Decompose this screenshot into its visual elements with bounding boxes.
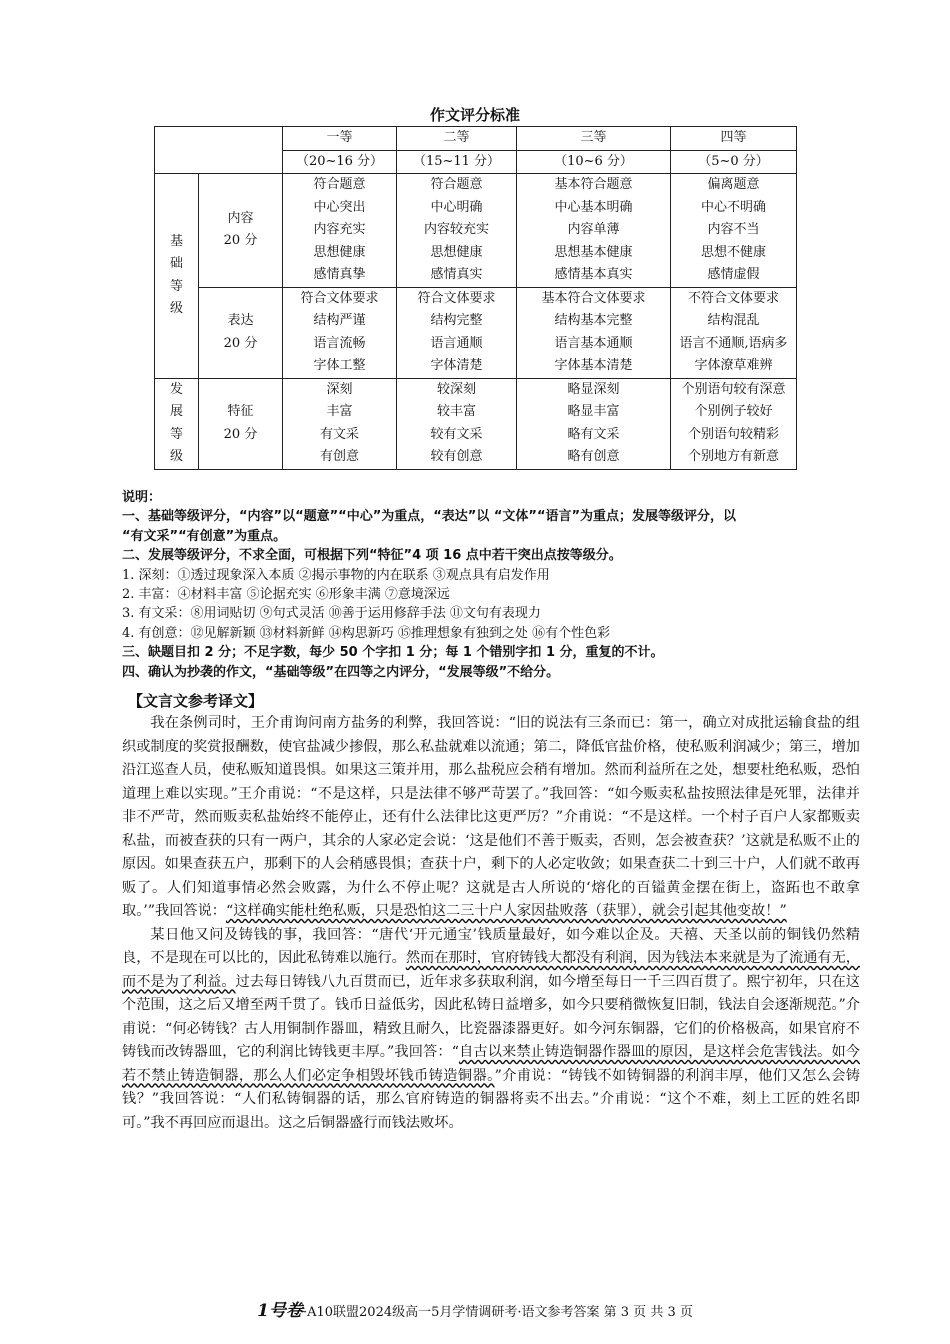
note-item-2: 2. 丰富：④材料丰富 ⑤论据充实 ⑥形象丰满 ⑦意境深远 bbox=[122, 587, 450, 603]
brand-logo: 1号卷 bbox=[257, 1301, 303, 1321]
content-label: 内容 20 分 bbox=[199, 174, 283, 288]
note-2: 二、发展等级评分，不求全面，可根据下列“特征”4 项 16 点中若干突出点按等级分。 bbox=[122, 548, 622, 564]
content-cell: 偏离题意 中心不明确 内容不当 思想不健康 感情虚假 bbox=[671, 174, 797, 288]
translation-paragraph-2: 某日他又问及铸钱的事，我回答：“唐代‘开元通宝’钱质量最好，如今难以企及。天禧、天圣以前的铜钱仍然精良，不是现在可以比的，因此私铸难以施行。然而在那时，官府铸钱大都没有利润，因为钱法本来就是为了流通有无，而不是为了利益。过去每日铸钱八九百贯而已，近年求多获取利润，如今增至每日一千三四百贯了。熙宁初年，只在这个范围，这之后又增至两千贯了。钱币日益低劣，因此私铸日益增多，如今只要稍微恢复旧制，钱法自会逐渐规范。”介甫说：“何必铸钱？古人用铜制作器皿，精致且耐久，比瓷器漆器更好。如今河东铜器，它们的价格极高，如果官府不铸钱而改铸器皿，它的利润比铸钱更丰厚。”我回答：“自古以来禁止铸造铜器作器皿的原因，是这样会危害钱法。如今若不禁止铸造铜器，那么人们必定争相毁坏钱币铸造铜器。”介甫说：“铸钱不如铸铜器的利润丰厚，他们又怎么会铸钱？”我回答说：“人们私铸铜器的话，那么官府铸造的铜器将卖不出去。”介甫说：“这个不难，刻上工匠的姓名即可。”我不再回应而退出。这之后铜器盛行而钱法败坏。 bbox=[122, 926, 860, 1131]
expression-cell: 符合文体要求 结构完整 语言通顺 字体清楚 bbox=[397, 287, 517, 378]
grading-table bbox=[154, 126, 797, 470]
note-item-3: 3. 有文采：⑧用词贴切 ⑨句式灵活 ⑩善于运用修辞手法 ⑪文句有表现力 bbox=[122, 606, 541, 622]
translation-title: 【文言文参考译文】 bbox=[128, 692, 264, 710]
page-footer bbox=[0, 1296, 950, 1321]
expression-cell: 不符合文体要求 结构混乱 语言不通顺,语病多 字体潦草难辨 bbox=[671, 287, 797, 378]
grade-range: （15~11 分） bbox=[397, 150, 517, 174]
content-cell: 符合题意 中心突出 内容充实 思想健康 感情真挚 bbox=[283, 174, 397, 288]
feature-cell: 略显深刻 略显丰富 略有文采 略有创意 bbox=[517, 378, 671, 469]
note-item-1: 1. 深刻：①透过现象深入本质 ②揭示事物的内在联系 ③观点具有启发作用 bbox=[122, 567, 550, 583]
grade-name: 四等 bbox=[671, 127, 797, 151]
feature-cell: 个别语句较有深意 个别例子较好 个别语句较精彩 个别地方有新意 bbox=[671, 378, 797, 469]
underlined-sentence: “这样确实能杜绝私贩，只是恐怕这二三十户人家因盐败落（获罪），就会引起其他变故！” bbox=[225, 903, 787, 919]
expression-row bbox=[155, 287, 797, 378]
note-item-4: 4. 有创意：⑫见解新颖 ⑬材料新鲜 ⑭构思新巧 ⑮推理想象有独到之处 ⑯有个性色彩 bbox=[122, 625, 611, 641]
content-cell: 基本符合题意 中心基本明确 内容单薄 思想基本健康 感情基本真实 bbox=[517, 174, 671, 288]
translation-paragraph-1: 我在条例司时，王介甫询问南方盐务的利弊，我回答说：“旧的说法有三条而已：第一，确立对成批运输食盐的组织或制度的奖赏报酬数，使官盐减少掺假，那么私盐就难以流通；第二，降低官盐价格，使私贩利润减少；第三，增加沿江巡查人员，使私贩知道畏惧。如果这三策并用，那么盐税应会稍有增加。然而利益所在之处，想要杜绝私贩，恐怕道理上难以实现。”王介甫说：“不是这样，只是法律不够严苛罢了。”我回答：“如今贩卖私盐按照法律是死罪，法律并非不严苛，然而贩卖私盐始终不能停止，还有什么法律比这更严厉？”介甫说：“不是这样。一个村子百户人家都贩卖私盐，而被查获的只有一两户，其余的人家必定会说：‘这是他们不善于贩卖，否则，怎会被查获？’这就是私贩不止的原因。如果查获五户，那剩下的人会稍感畏惧；查获十户，剩下的人必定收敛；如果查获二十到三十户，人们就不敢再贩了。人们知道事情必然会败露，为什么不停止呢？这就是古人所说的‘熔化的百镒黄金摆在街上，盗跖也不敢拿取。’”我回答说：“这样确实能杜绝私贩，只是恐怕这二三十户人家因盐败落（获罪），就会引起其他变故！” bbox=[122, 715, 860, 919]
note-3: 三、缺题目扣 2 分；不足字数，每少 50 个字扣 1 分；每 1 个错别字扣 1 分，重复的不计。 bbox=[122, 645, 664, 661]
grade-header-row bbox=[155, 127, 797, 151]
grade-name: 三等 bbox=[517, 127, 671, 151]
content-row bbox=[155, 174, 797, 288]
feature-row bbox=[155, 378, 797, 469]
footer-text: ·A10联盟2024级高一5月学情调研考·语文参考答案 第 3 页 共 3 页 bbox=[302, 1305, 693, 1320]
expression-cell: 基本符合文体要求 结构基本完整 语言基本通顺 字体基本清楚 bbox=[517, 287, 671, 378]
notes-section bbox=[122, 488, 862, 682]
grade-range: （10~6 分） bbox=[517, 150, 671, 174]
feature-cell: 深刻 丰富 有文采 有创意 bbox=[283, 378, 397, 469]
feature-label: 特征 20 分 bbox=[199, 378, 283, 469]
expression-label: 表达 20 分 bbox=[199, 287, 283, 378]
translation-body bbox=[122, 712, 860, 1135]
expression-cell: 符合文体要求 结构严谨 语言流畅 字体工整 bbox=[283, 287, 397, 378]
grade-name: 一等 bbox=[283, 127, 397, 151]
basic-level-label: 基 础 等 级 bbox=[155, 174, 199, 379]
notes-heading: 说明： bbox=[122, 490, 162, 505]
underlined-sentence: 自古以来禁止铸造铜器作器皿的原因，是这样会危害钱法。如今若不禁止铸造铜器，那么人们必定争相毁坏钱币铸造铜器。 bbox=[122, 1044, 860, 1084]
table-title: 作文评分标准 bbox=[429, 106, 520, 124]
dev-level-label: 发 展 等 级 bbox=[155, 378, 199, 469]
grade-name: 二等 bbox=[397, 127, 517, 151]
underlined-sentence: 然而在那时，官府铸钱大都没有利润，因为钱法本来就是为了流通有无，而不是为了利益。 bbox=[122, 950, 860, 990]
grade-range: （20~16 分） bbox=[283, 150, 397, 174]
grade-range: （5~0 分） bbox=[671, 150, 797, 174]
note-1: 一、基础等级评分，“内容”以“题意”“中心”为重点，“表达”以 “文体”“语言”为重点；发展等级评分，以 bbox=[122, 509, 737, 525]
note-4: 四、确认为抄袭的作文，“基础等级”在四等之内评分，“发展等级”不给分。 bbox=[122, 664, 560, 680]
content-cell: 符合题意 中心明确 内容较充实 思想健康 感情真实 bbox=[397, 174, 517, 288]
corner-cell bbox=[155, 127, 283, 174]
feature-cell: 较深刻 较丰富 较有文采 较有创意 bbox=[397, 378, 517, 469]
note-1-cont: “有文采”“有创意”为重点。 bbox=[122, 528, 287, 544]
